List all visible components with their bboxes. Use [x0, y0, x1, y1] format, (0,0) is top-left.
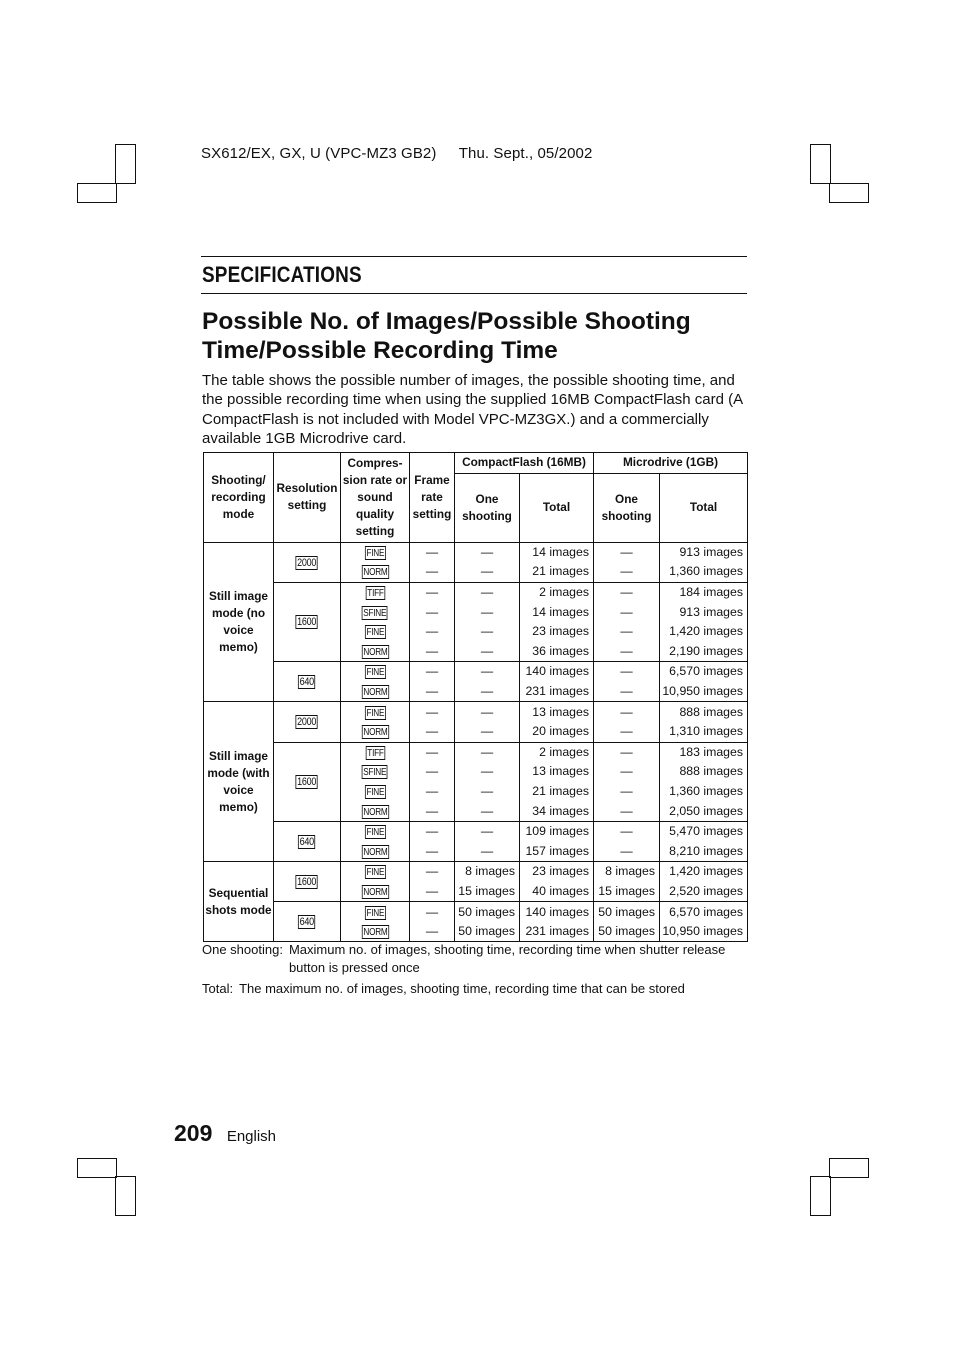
cf-total-cell: 2 images: [520, 742, 594, 762]
quality-icon: NORM: [362, 686, 388, 699]
resolution-cell: [274, 662, 341, 702]
cf-one-shooting-cell: —: [455, 662, 520, 682]
page-footer: [174, 1120, 276, 1147]
md-total-cell: 1,420 images: [660, 622, 748, 642]
cf-one-shooting-cell: 15 images: [455, 882, 520, 902]
quality-icon: FINE: [366, 786, 384, 799]
cf-one-shooting-cell: —: [455, 542, 520, 562]
crop-mark: [115, 1176, 136, 1216]
cf-total-cell: 20 images: [520, 722, 594, 742]
resolution-cell: [274, 742, 341, 821]
frame-rate-cell: —: [410, 782, 455, 802]
md-total-cell: 10,950 images: [660, 922, 748, 942]
md-one-shooting-cell: 8 images: [594, 862, 660, 882]
header-md-total: Total: [660, 473, 748, 542]
resolution-cell: [274, 582, 341, 661]
header-mode: Shooting/ recording mode: [204, 453, 274, 543]
cf-total-cell: 21 images: [520, 562, 594, 582]
md-total-cell: 1,420 images: [660, 862, 748, 882]
quality-cell: [341, 602, 410, 622]
resolution-icon: 1600: [297, 876, 317, 889]
md-total-cell: 184 images: [660, 582, 748, 602]
page-number: 209: [174, 1120, 213, 1146]
quality-cell: [341, 662, 410, 682]
header-frame-rate: Frame rate setting: [410, 453, 455, 543]
cf-total-cell: 157 images: [520, 842, 594, 862]
header-cf-one-shooting: One shooting: [455, 473, 520, 542]
quality-icon: SFINE: [363, 606, 387, 619]
resolution-cell: [274, 542, 341, 582]
cf-total-cell: 231 images: [520, 922, 594, 942]
frame-rate-cell: —: [410, 842, 455, 862]
table-row: [204, 662, 748, 682]
quality-cell: [341, 642, 410, 662]
crop-mark: [829, 183, 869, 203]
frame-rate-cell: —: [410, 682, 455, 702]
quality-cell: [341, 782, 410, 802]
md-total-cell: 8,210 images: [660, 842, 748, 862]
resolution-icon: 640: [299, 676, 315, 689]
quality-cell: [341, 842, 410, 862]
resolution-icon: 2000: [297, 556, 317, 569]
md-total-cell: 183 images: [660, 742, 748, 762]
quality-icon: FINE: [366, 906, 384, 919]
resolution-icon: 2000: [297, 716, 317, 729]
cf-one-shooting-cell: 50 images: [455, 902, 520, 922]
md-one-shooting-cell: —: [594, 602, 660, 622]
table-row: [204, 821, 748, 841]
md-one-shooting-cell: —: [594, 801, 660, 821]
resolution-icon: 640: [299, 836, 315, 848]
frame-rate-cell: —: [410, 742, 455, 762]
md-one-shooting-cell: —: [594, 821, 660, 841]
quality-cell: [341, 702, 410, 722]
md-one-shooting-cell: 50 images: [594, 902, 660, 922]
crop-mark: [115, 144, 136, 184]
table-row: [204, 902, 748, 922]
page-title: Possible No. of Images/Possible Shooting Time/Possible Recording Time: [202, 308, 691, 364]
md-one-shooting-cell: —: [594, 762, 660, 782]
cf-total-cell: 13 images: [520, 702, 594, 722]
header-compactflash: CompactFlash (16MB): [455, 453, 594, 474]
quality-icon: NORM: [362, 926, 388, 939]
md-total-cell: 2,520 images: [660, 882, 748, 902]
mode-cell: Sequential shots mode: [204, 862, 274, 942]
cf-total-cell: 140 images: [520, 902, 594, 922]
cf-one-shooting-cell: —: [455, 642, 520, 662]
print-header: [201, 145, 592, 162]
cf-one-shooting-cell: —: [455, 782, 520, 802]
cf-total-cell: 140 images: [520, 662, 594, 682]
table-notes: [202, 941, 762, 998]
frame-rate-cell: —: [410, 542, 455, 562]
quality-cell: [341, 582, 410, 602]
note-term: One shooting:: [202, 942, 283, 957]
quality-icon: NORM: [362, 845, 388, 858]
cf-one-shooting-cell: —: [455, 821, 520, 841]
quality-cell: [341, 762, 410, 782]
md-total-cell: 888 images: [660, 762, 748, 782]
quality-cell: [341, 722, 410, 742]
md-one-shooting-cell: —: [594, 662, 660, 682]
table-row: [204, 702, 748, 722]
resolution-icon: 1600: [297, 616, 317, 629]
frame-rate-cell: —: [410, 602, 455, 622]
quality-icon: NORM: [362, 726, 388, 739]
quality-icon: NORM: [362, 885, 388, 898]
frame-rate-cell: —: [410, 902, 455, 922]
header-cf-total: Total: [520, 473, 594, 542]
cf-one-shooting-cell: —: [455, 722, 520, 742]
frame-rate-cell: —: [410, 762, 455, 782]
frame-rate-cell: —: [410, 562, 455, 582]
cf-one-shooting-cell: —: [455, 801, 520, 821]
quality-icon: FINE: [366, 626, 384, 639]
md-total-cell: 913 images: [660, 602, 748, 622]
table-row: [204, 742, 748, 762]
md-total-cell: 1,360 images: [660, 782, 748, 802]
cf-one-shooting-cell: —: [455, 602, 520, 622]
frame-rate-cell: —: [410, 722, 455, 742]
frame-rate-cell: —: [410, 642, 455, 662]
cf-one-shooting-cell: —: [455, 702, 520, 722]
cf-total-cell: 23 images: [520, 622, 594, 642]
frame-rate-cell: —: [410, 801, 455, 821]
note-total: [202, 980, 762, 998]
frame-rate-cell: —: [410, 821, 455, 841]
quality-cell: [341, 821, 410, 841]
cf-total-cell: 109 images: [520, 821, 594, 841]
quality-cell: [341, 622, 410, 642]
resolution-cell: [274, 702, 341, 742]
md-one-shooting-cell: —: [594, 582, 660, 602]
cf-one-shooting-cell: 8 images: [455, 862, 520, 882]
quality-icon: TIFF: [366, 746, 384, 759]
quality-cell: [341, 562, 410, 582]
cf-total-cell: 23 images: [520, 862, 594, 882]
cf-one-shooting-cell: —: [455, 582, 520, 602]
md-total-cell: 10,950 images: [660, 682, 748, 702]
cf-total-cell: 14 images: [520, 602, 594, 622]
quality-icon: FINE: [366, 826, 384, 839]
frame-rate-cell: —: [410, 702, 455, 722]
md-one-shooting-cell: —: [594, 542, 660, 562]
md-one-shooting-cell: —: [594, 722, 660, 742]
resolution-cell: [274, 902, 341, 942]
cf-one-shooting-cell: 50 images: [455, 922, 520, 942]
md-one-shooting-cell: 15 images: [594, 882, 660, 902]
quality-cell: [341, 922, 410, 942]
quality-icon: SFINE: [363, 766, 387, 779]
note-definition: Maximum no. of images, shooting time, recording time when shutter release button is pressed once: [288, 942, 726, 975]
frame-rate-cell: —: [410, 882, 455, 902]
quality-cell: [341, 862, 410, 882]
cf-total-cell: 2 images: [520, 582, 594, 602]
intro-paragraph: The table shows the possible number of images, the possible shooting time, and the possible recording time when using the supplied 16MB CompactFlash card (A CompactFlash is not included with Model VPC-MZ3GX.) and a commercially available 1GB Microdrive card.: [202, 372, 743, 448]
cf-one-shooting-cell: —: [455, 562, 520, 582]
cf-one-shooting-cell: —: [455, 762, 520, 782]
quality-icon: NORM: [362, 805, 388, 818]
cf-total-cell: 34 images: [520, 801, 594, 821]
header-md-one-shooting: One shooting: [594, 473, 660, 542]
md-total-cell: 1,310 images: [660, 722, 748, 742]
note-term: Total:: [202, 981, 234, 996]
quality-icon: NORM: [362, 566, 388, 579]
quality-cell: [341, 682, 410, 702]
frame-rate-cell: —: [410, 582, 455, 602]
md-total-cell: 2,050 images: [660, 801, 748, 821]
quality-cell: [341, 902, 410, 922]
quality-icon: FINE: [366, 706, 384, 719]
md-one-shooting-cell: —: [594, 562, 660, 582]
md-total-cell: 1,360 images: [660, 562, 748, 582]
md-total-cell: 5,470 images: [660, 821, 748, 841]
frame-rate-cell: —: [410, 922, 455, 942]
crop-mark: [77, 1158, 117, 1178]
table-body: [204, 542, 748, 942]
md-one-shooting-cell: —: [594, 702, 660, 722]
header-microdrive: Microdrive (1GB): [594, 453, 748, 474]
quality-icon: TIFF: [366, 587, 384, 600]
cf-total-cell: 14 images: [520, 542, 594, 562]
header-resolution: Resolution setting: [274, 453, 341, 543]
footer-language: English: [226, 1128, 277, 1145]
resolution-icon: 640: [299, 916, 315, 929]
md-total-cell: 913 images: [660, 542, 748, 562]
md-total-cell: 2,190 images: [660, 642, 748, 662]
quality-icon: FINE: [366, 666, 384, 679]
cf-total-cell: 231 images: [520, 682, 594, 702]
md-one-shooting-cell: —: [594, 742, 660, 762]
md-one-shooting-cell: —: [594, 682, 660, 702]
crop-mark: [77, 183, 117, 203]
note-definition: The maximum no. of images, shooting time, recording time that can be stored: [239, 981, 685, 996]
quality-icon: NORM: [362, 645, 388, 658]
cf-one-shooting-cell: —: [455, 622, 520, 642]
quality-icon: FINE: [366, 866, 384, 879]
header-date: Thu. Sept., 05/2002: [458, 145, 593, 162]
table-row: [204, 862, 748, 882]
md-one-shooting-cell: —: [594, 642, 660, 662]
capacity-table: [203, 452, 748, 942]
table-row: [204, 582, 748, 602]
table-row: [204, 542, 748, 562]
mode-cell: Still image mode (with voice memo): [204, 702, 274, 862]
section-rule-bottom: [201, 293, 747, 294]
frame-rate-cell: —: [410, 862, 455, 882]
section-rule-top: [201, 256, 747, 257]
md-one-shooting-cell: —: [594, 842, 660, 862]
md-one-shooting-cell: —: [594, 622, 660, 642]
cf-one-shooting-cell: —: [455, 742, 520, 762]
cf-total-cell: 40 images: [520, 882, 594, 902]
resolution-icon: 1600: [297, 776, 317, 789]
crop-mark: [810, 1176, 831, 1216]
md-total-cell: 6,570 images: [660, 662, 748, 682]
cf-total-cell: 21 images: [520, 782, 594, 802]
frame-rate-cell: —: [410, 662, 455, 682]
crop-mark: [829, 1158, 869, 1178]
quality-cell: [341, 882, 410, 902]
cf-total-cell: 13 images: [520, 762, 594, 782]
quality-icon: FINE: [366, 546, 384, 559]
cf-one-shooting-cell: —: [455, 842, 520, 862]
quality-cell: [341, 801, 410, 821]
section-title: SPECIFICATIONS: [202, 262, 362, 287]
md-one-shooting-cell: 50 images: [594, 922, 660, 942]
cf-one-shooting-cell: —: [455, 682, 520, 702]
cf-total-cell: 36 images: [520, 642, 594, 662]
header-compression: Compres- sion rate or sound quality setting: [341, 453, 410, 543]
frame-rate-cell: —: [410, 622, 455, 642]
note-one-shooting: [202, 941, 762, 976]
mode-cell: Still image mode (no voice memo): [204, 542, 274, 702]
resolution-cell: [274, 862, 341, 902]
header-model: SX612/EX, GX, U (VPC-MZ3 GB2): [201, 145, 437, 162]
quality-cell: [341, 542, 410, 562]
quality-cell: [341, 742, 410, 762]
crop-mark: [810, 144, 831, 184]
resolution-cell: [274, 821, 341, 861]
md-one-shooting-cell: —: [594, 782, 660, 802]
md-total-cell: 6,570 images: [660, 902, 748, 922]
md-total-cell: 888 images: [660, 702, 748, 722]
